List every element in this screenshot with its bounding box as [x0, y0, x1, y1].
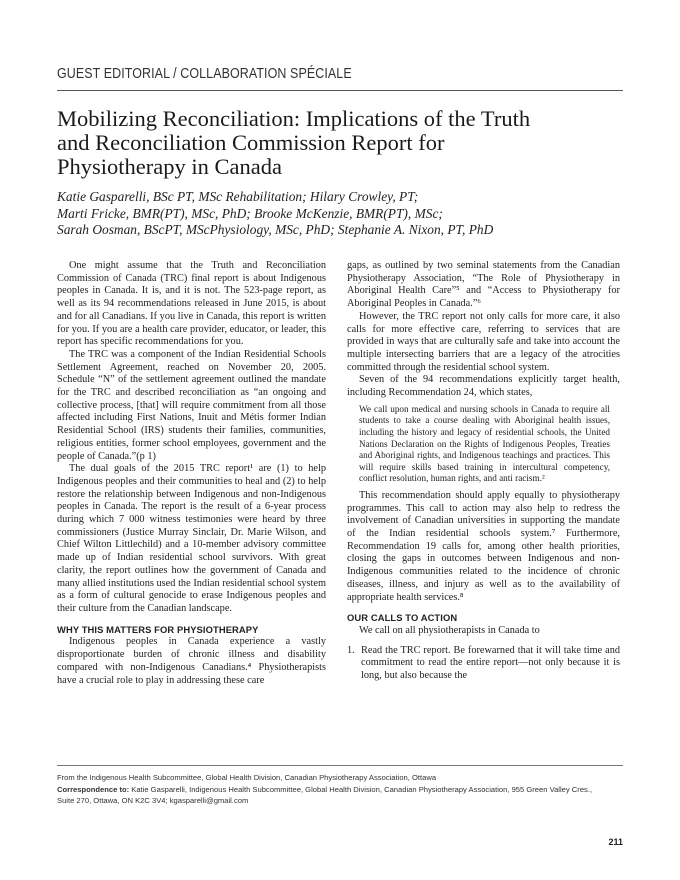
title-line: and Reconciliation Commission Report for [57, 130, 445, 155]
body-paragraph: Indigenous peoples in Canada experience a vastly disproportionate burden of chronic illness and disability compared with non-Indigenous Canadians.⁴ Physiotherapists have a crucial role to play in addressing these care [57, 636, 326, 686]
affiliation-note: From the Indigenous Health Subcommittee, Global Health Division, Canadian Physiotherapy Association, Ottawa [57, 773, 437, 782]
list-number: 1. [347, 644, 355, 656]
correspondence-address: Suite 270, Ottawa, ON K2C 3V4; kgasparelli@gmail.com [57, 796, 249, 805]
section-heading: WHY THIS MATTERS FOR PHYSIOTHERAPY [57, 623, 259, 635]
author-line: Katie Gasparelli, BSc PT, MSc Rehabilitation; Hilary Crowley, PT; [57, 189, 419, 204]
body-paragraph: This recommendation should apply equally to physiotherapy programmes. This call to action may also help to redress the involvement of Canadian universities in supporting the mandate of the Indian residential schools system.⁷ Furthermore, Recommendation 19 calls for, among other health priorities, closing the gaps in outcomes between Indigenous and non-Indigenous communities related to the incidence of chronic diseases, illness, and injury as well as to the availability of appropriate health services.⁸ [347, 489, 620, 603]
correspondence-text: Katie Gasparelli, Indigenous Health Subcommittee, Global Health Division, Canadian Physiotherapy Association, 955 Green Valley Cres., [129, 784, 593, 794]
correspondence-note [57, 784, 623, 796]
body-paragraph: Seven of the 94 recommendations explicitly target health, including Recommendation 24, which states, [347, 374, 620, 399]
section-heading: OUR CALLS TO ACTION [347, 612, 458, 624]
body-paragraph: gaps, as outlined by two seminal statements from the Canadian Physiotherapy Association, “The Role of Physiotherapy in Aboriginal Health Care”⁵ and “Access to Physiotherapy for Aboriginal Peoples in Canada.”⁶ [347, 260, 620, 310]
block-quote: We call upon medical and nursing schools in Canada to require all students to take a course dealing with Aboriginal health issues, including the history and legacy of residential schools, the United Nations Declaration on the Rights of Indigenous Peoples, Treaties and Aboriginal rights, and Indigenous teachings and practices. This will require skills based training in intercultural competency, conflict resolution, human rights, and anti racism.² [359, 403, 610, 484]
body-paragraph: The TRC was a component of the Indian Residential Schools Settlement Agreement, reached on November 20, 2005. Schedule “N” of the settlement agreement outlined the mandate for the TRC and described reconciliation as “an ongoing and collective process, [that] will require commitment from all those affected including First Nations, Inuit and Métis former Indian Residential School (IRS) students their families, communities, religious entities, former school employees, government and the people of Canada.”(p 1) [57, 348, 326, 462]
correspondence-label: Correspondence to: [57, 784, 130, 794]
list-item [347, 645, 620, 683]
body-paragraph: One might assume that the Truth and Reconciliation Commission of Canada (TRC) final report is about Indigenous peoples in Canada. It is, and it is not. The 523-page report, as well as its 94 recommendations released in June 2015, is about and for all Canadians. If you live in Canada, this report is written for you. If you are a health care provider, educator, or leader, this report has specific recommendations for you. [57, 260, 326, 348]
body-paragraph: The dual goals of the 2015 TRC report¹ are (1) to help Indigenous peoples and their communities to heal and (2) to help restore the relationship between Indigenous and non-Indigenous peoples in Canada. The report is the result of a 6-year process during which 7 000 witness testimonies were heard by three commissioners (Justice Murray Sinclair, Dr. Marie Wilson, and Chief Wilton Littlechild) and a 10-member advisory committee made up of Indian residential school survivors. With great clarity, the report outlines how the government of Canada and many allied institutions used the Indian residential school system as a form of cultural genocide to erase Indigenous peoples and their culture from the Canadian landscape. [57, 463, 326, 614]
section-label: GUEST EDITORIAL / COLLABORATION SPÉCIALE [57, 66, 352, 82]
list-text: Read the TRC report. Be forewarned that it will take time and commitment to read the entire report—not only because it is long, but also because the [361, 644, 620, 682]
footnote [57, 772, 623, 807]
author-line: Sarah Oosman, BScPT, MScPhysiology, MSc, PhD; Stephanie A. Nixon, PT, PhD [57, 222, 494, 237]
left-column [57, 260, 326, 687]
author-line: Marti Fricke, BMR(PT), MSc, PhD; Brooke McKenzie, BMR(PT), MSc; [57, 205, 443, 221]
right-column [347, 260, 620, 683]
footer-divider [57, 765, 623, 766]
section-divider [57, 90, 623, 91]
body-paragraph: We call on all physiotherapists in Canada to [359, 624, 540, 636]
title-line: Physiotherapy in Canada [57, 154, 282, 179]
article-title [57, 107, 627, 179]
title-line: Mobilizing Reconciliation: Implications of the Truth [57, 106, 531, 131]
page-number: 211 [608, 837, 623, 847]
author-list [57, 189, 627, 239]
body-paragraph: However, the TRC report not only calls for more care, it also calls for more effective care, referring to services that are provided in ways that are culturally safe and take into account the multiple intersecting barriers that are a legacy of the atrocities committed through the residential school system. [347, 310, 620, 373]
